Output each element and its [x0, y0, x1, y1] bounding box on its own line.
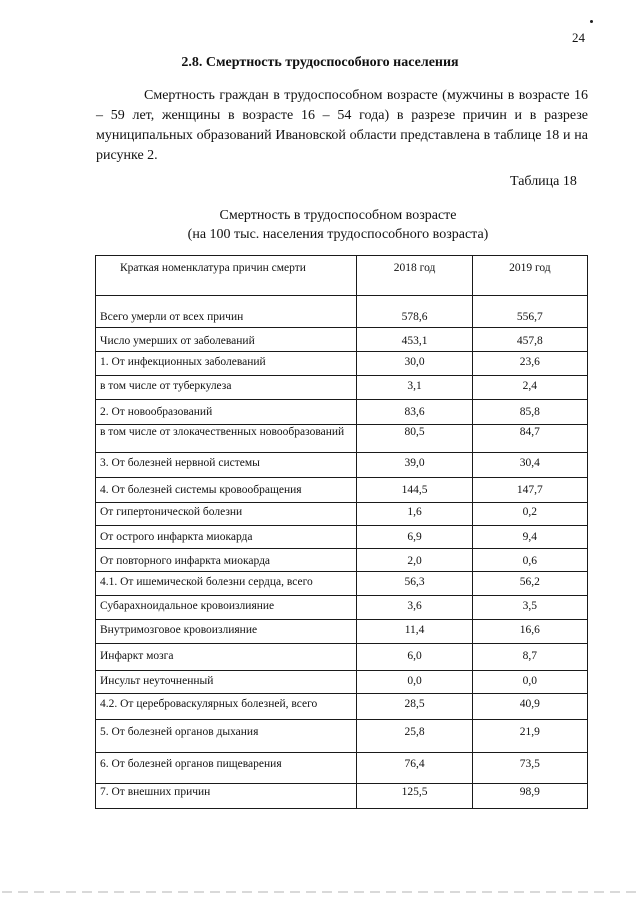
cell-2018: 3,6: [357, 596, 472, 620]
table-row: [96, 720, 588, 753]
cell-2018: 578,6: [357, 296, 472, 328]
cell-2018: 80,5: [357, 425, 472, 453]
cell-2019: 40,9: [472, 694, 587, 720]
cell-2018: 6,9: [357, 526, 472, 549]
cell-cause: 1. От инфекционных заболеваний: [96, 352, 357, 376]
cell-2018: 83,6: [357, 400, 472, 425]
table-row: [96, 425, 588, 453]
cell-2018: 125,5: [357, 784, 472, 809]
table-row: [96, 572, 588, 596]
cell-2019: 56,2: [472, 572, 587, 596]
cell-cause: Инфаркт мозга: [96, 644, 357, 671]
cell-cause: 4. От болезней системы кровообращения: [96, 478, 357, 503]
cell-cause: Всего умерли от всех причин: [96, 296, 357, 328]
cell-2018: 25,8: [357, 720, 472, 753]
cell-cause: 6. От болезней органов пищеварения: [96, 753, 357, 784]
cell-2019: 2,4: [472, 376, 587, 400]
cell-2019: 21,9: [472, 720, 587, 753]
cell-cause: в том числе от злокачественных новообразований: [96, 425, 357, 453]
cell-2018: 3,1: [357, 376, 472, 400]
table-row: [96, 352, 588, 376]
cell-cause: Субарахноидальное кровоизлияние: [96, 596, 357, 620]
cell-2019: 0,2: [472, 503, 587, 526]
section-title: 2.8. Смертность трудоспособного населения: [181, 55, 459, 70]
cell-2019: 73,5: [472, 753, 587, 784]
table-row: [96, 644, 588, 671]
cell-2018: 0,0: [357, 671, 472, 694]
scan-artifact-line: [2, 891, 638, 893]
scan-dot: [590, 20, 593, 23]
cell-cause: Инсульт неуточненный: [96, 671, 357, 694]
table-caption-line1: Смертность в трудоспособном возрасте: [219, 208, 457, 223]
mortality-table: [95, 255, 588, 809]
cell-cause: От повторного инфаркта миокарда: [96, 549, 357, 572]
table-caption-line2: (на 100 тыс. населения трудоспособного возраста): [187, 227, 489, 242]
cell-cause: 4.2. От цереброваскулярных болезней, всего: [96, 694, 357, 720]
cell-2019: 9,4: [472, 526, 587, 549]
cell-2018: 453,1: [357, 328, 472, 352]
table-row: [96, 549, 588, 572]
cell-2019: 84,7: [472, 425, 587, 453]
cell-2019: 457,8: [472, 328, 587, 352]
table-row: [96, 620, 588, 644]
table-row: [96, 753, 588, 784]
table-row: [96, 503, 588, 526]
cell-cause: 2. От новообразований: [96, 400, 357, 425]
cell-cause: От гипертонической болезни: [96, 503, 357, 526]
table-row: [96, 296, 588, 328]
cell-cause: Число умерших от заболеваний: [96, 328, 357, 352]
cell-2018: 6,0: [357, 644, 472, 671]
cell-2019: 98,9: [472, 784, 587, 809]
cell-cause: Внутримозговое кровоизлияние: [96, 620, 357, 644]
cell-2019: 85,8: [472, 400, 587, 425]
cell-2019: 8,7: [472, 644, 587, 671]
table-row: [96, 526, 588, 549]
cell-2018: 30,0: [357, 352, 472, 376]
cell-2019: 0,0: [472, 671, 587, 694]
cell-cause: 3. От болезней нервной системы: [96, 453, 357, 478]
cell-2019: 30,4: [472, 453, 587, 478]
cell-cause: От острого инфаркта миокарда: [96, 526, 357, 549]
cell-2018: 1,6: [357, 503, 472, 526]
cell-2018: 28,5: [357, 694, 472, 720]
cell-2019: 3,5: [472, 596, 587, 620]
intro-paragraph: Смертность граждан в трудоспособном возрасте (мужчины в возрасте 16 – 59 лет, женщины в возрасте 16 – 54 года) в разрезе причин и в разрезе муниципальных образований Ивановской области представлена в таблице 18 и на рисунке 2.: [96, 88, 588, 163]
table-body: [96, 296, 588, 809]
header-2018: 2018 год: [357, 256, 472, 296]
cell-2018: 2,0: [357, 549, 472, 572]
cell-2018: 144,5: [357, 478, 472, 503]
cell-cause: 7. От внешних причин: [96, 784, 357, 809]
cell-2019: 16,6: [472, 620, 587, 644]
header-cause: Краткая номенклатура причин смерти: [96, 256, 357, 296]
cell-2018: 39,0: [357, 453, 472, 478]
cell-2019: 556,7: [472, 296, 587, 328]
table-row: [96, 400, 588, 425]
table-row: [96, 478, 588, 503]
cell-2018: 76,4: [357, 753, 472, 784]
page-number: 24: [572, 30, 585, 45]
table-label: Таблица 18: [510, 174, 577, 189]
header-2019: 2019 год: [472, 256, 587, 296]
table-row: [96, 596, 588, 620]
cell-2018: 11,4: [357, 620, 472, 644]
table-header-row: [96, 256, 588, 296]
table-row: [96, 453, 588, 478]
table-row: [96, 376, 588, 400]
table-row: [96, 784, 588, 809]
table-row: [96, 671, 588, 694]
table-row: [96, 694, 588, 720]
cell-cause: 5. От болезней органов дыхания: [96, 720, 357, 753]
cell-2018: 56,3: [357, 572, 472, 596]
cell-2019: 23,6: [472, 352, 587, 376]
cell-cause: 4.1. От ишемической болезни сердца, всего: [96, 572, 357, 596]
table-row: [96, 328, 588, 352]
cell-cause: в том числе от туберкулеза: [96, 376, 357, 400]
cell-2019: 147,7: [472, 478, 587, 503]
table-caption: [140, 206, 536, 244]
cell-2019: 0,6: [472, 549, 587, 572]
